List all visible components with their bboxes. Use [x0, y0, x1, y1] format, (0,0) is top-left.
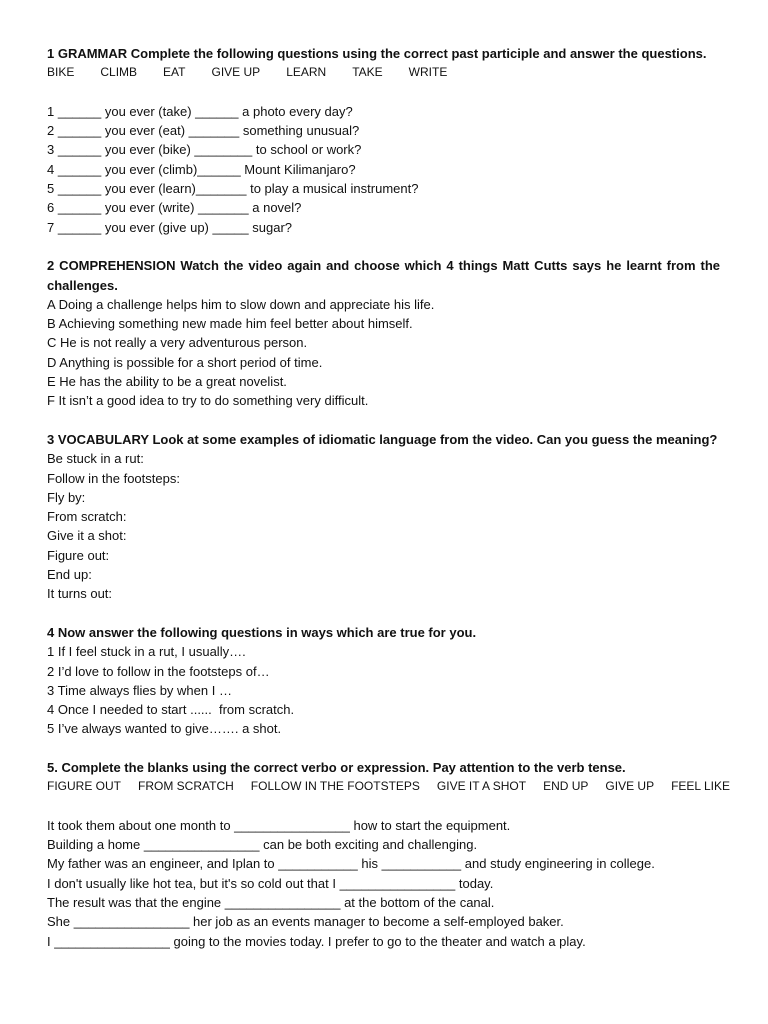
question-item: 3 ______ you ever (bike) ________ to school or work? [47, 142, 362, 158]
sentence-item: She ________________ her job as an events manager to become a self-employed baker. [47, 914, 564, 930]
word-bank-item: END UP [543, 779, 589, 794]
section-heading: 4 Now answer the following questions in ways which are true for you. [47, 624, 477, 640]
prompt-item: 3 Time always flies by when I … [47, 682, 232, 698]
worksheet [47, 44, 731, 951]
section-vocabulary [47, 430, 720, 604]
section-complete-blanks [47, 758, 731, 951]
word-bank-item: BIKE [47, 65, 75, 80]
word-bank-item: TAKE [352, 65, 383, 80]
question-item: 7 ______ you ever (give up) _____ sugar? [47, 219, 293, 235]
word-bank [47, 777, 731, 796]
word-bank-item: GIVE UP [605, 779, 655, 794]
word-bank-item: FOLLOW IN THE FOOTSTEPS [250, 779, 420, 794]
option-item: C He is not really a very adventurous person. [47, 335, 308, 351]
word-bank-item: GIVE IT A SHOT [436, 779, 527, 794]
word-bank-item: FROM SCRATCH [138, 779, 234, 794]
word-bank-item: FEEL LIKE [671, 779, 731, 794]
idiom-item: Follow in the footsteps: [47, 470, 180, 486]
sentence-item: I ________________ going to the movies today. I prefer to go to the theater and watch a play. [47, 933, 586, 949]
option-item: B Achieving something new made him feel better about himself. [47, 316, 413, 332]
word-bank [47, 63, 720, 82]
sentence-item: It took them about one month to ________________ how to start the equipment. [47, 817, 511, 833]
section-grammar [47, 44, 720, 237]
idiom-item: Fly by: [47, 489, 86, 505]
sentence-item: My father was an engineer, and Iplan to ___________ his ___________ and study engineering in college. [47, 856, 655, 872]
prompt-item: 4 Once I needed to start ...... from scratch. [47, 702, 295, 718]
sentence-item: Building a home ________________ can be both exciting and challenging. [47, 837, 478, 853]
word-bank-item: CLIMB [100, 65, 138, 80]
section-heading: 2 COMPREHENSION Watch the video again and choose which 4 things Matt Cutts says he learnt from the challenges. [47, 258, 720, 293]
idiom-item: Give it a shot: [47, 528, 127, 544]
word-bank-item: WRITE [408, 65, 448, 80]
section-heading: 1 GRAMMAR Complete the following questions using the correct past participle and answer the questions. [47, 46, 707, 61]
prompt-item: 5 I’ve always wanted to give……. a shot. [47, 721, 282, 737]
idiom-item: From scratch: [47, 509, 127, 525]
word-bank-item: LEARN [286, 65, 327, 80]
section-comprehension [47, 256, 720, 410]
section-personal-answers [47, 623, 720, 739]
word-bank-item: FIGURE OUT [47, 779, 121, 794]
question-item: 4 ______ you ever (climb)______ Mount Kilimanjaro? [47, 161, 356, 177]
option-item: E He has the ability to be a great novelist. [47, 374, 287, 390]
prompt-item: 2 I’d love to follow in the footsteps of… [47, 663, 270, 679]
section-heading: 3 VOCABULARY Look at some examples of idiomatic language from the video. Can you guess the meaning? [47, 431, 718, 447]
word-bank-item: EAT [163, 65, 186, 80]
option-item: D Anything is possible for a short period of time. [47, 354, 323, 370]
option-item: F It isn’t a good idea to try to do something very difficult. [47, 393, 369, 409]
sentence-item: The result was that the engine ________________ at the bottom of the canal. [47, 895, 495, 911]
question-item: 2 ______ you ever (eat) _______ something unusual? [47, 123, 360, 139]
question-item: 6 ______ you ever (write) _______ a novel? [47, 200, 302, 216]
question-item: 1 ______ you ever (take) ______ a photo every day? [47, 103, 353, 119]
option-item: A Doing a challenge helps him to slow down and appreciate his life. [47, 296, 435, 312]
question-item: 5 ______ you ever (learn)_______ to play a musical instrument? [47, 181, 419, 197]
idiom-item: It turns out: [47, 586, 113, 602]
idiom-item: End up: [47, 567, 92, 583]
word-bank-item: GIVE UP [211, 65, 261, 80]
idiom-item: Be stuck in a rut: [47, 451, 144, 467]
idiom-item: Figure out: [47, 547, 110, 563]
sentence-item: I don't usually like hot tea, but it's so cold out that I ________________ today. [47, 875, 494, 891]
section-heading: 5. Complete the blanks using the correct verbo or expression. Pay attention to the verb tense. [47, 759, 626, 775]
prompt-item: 1 If I feel stuck in a rut, I usually…. [47, 644, 246, 660]
